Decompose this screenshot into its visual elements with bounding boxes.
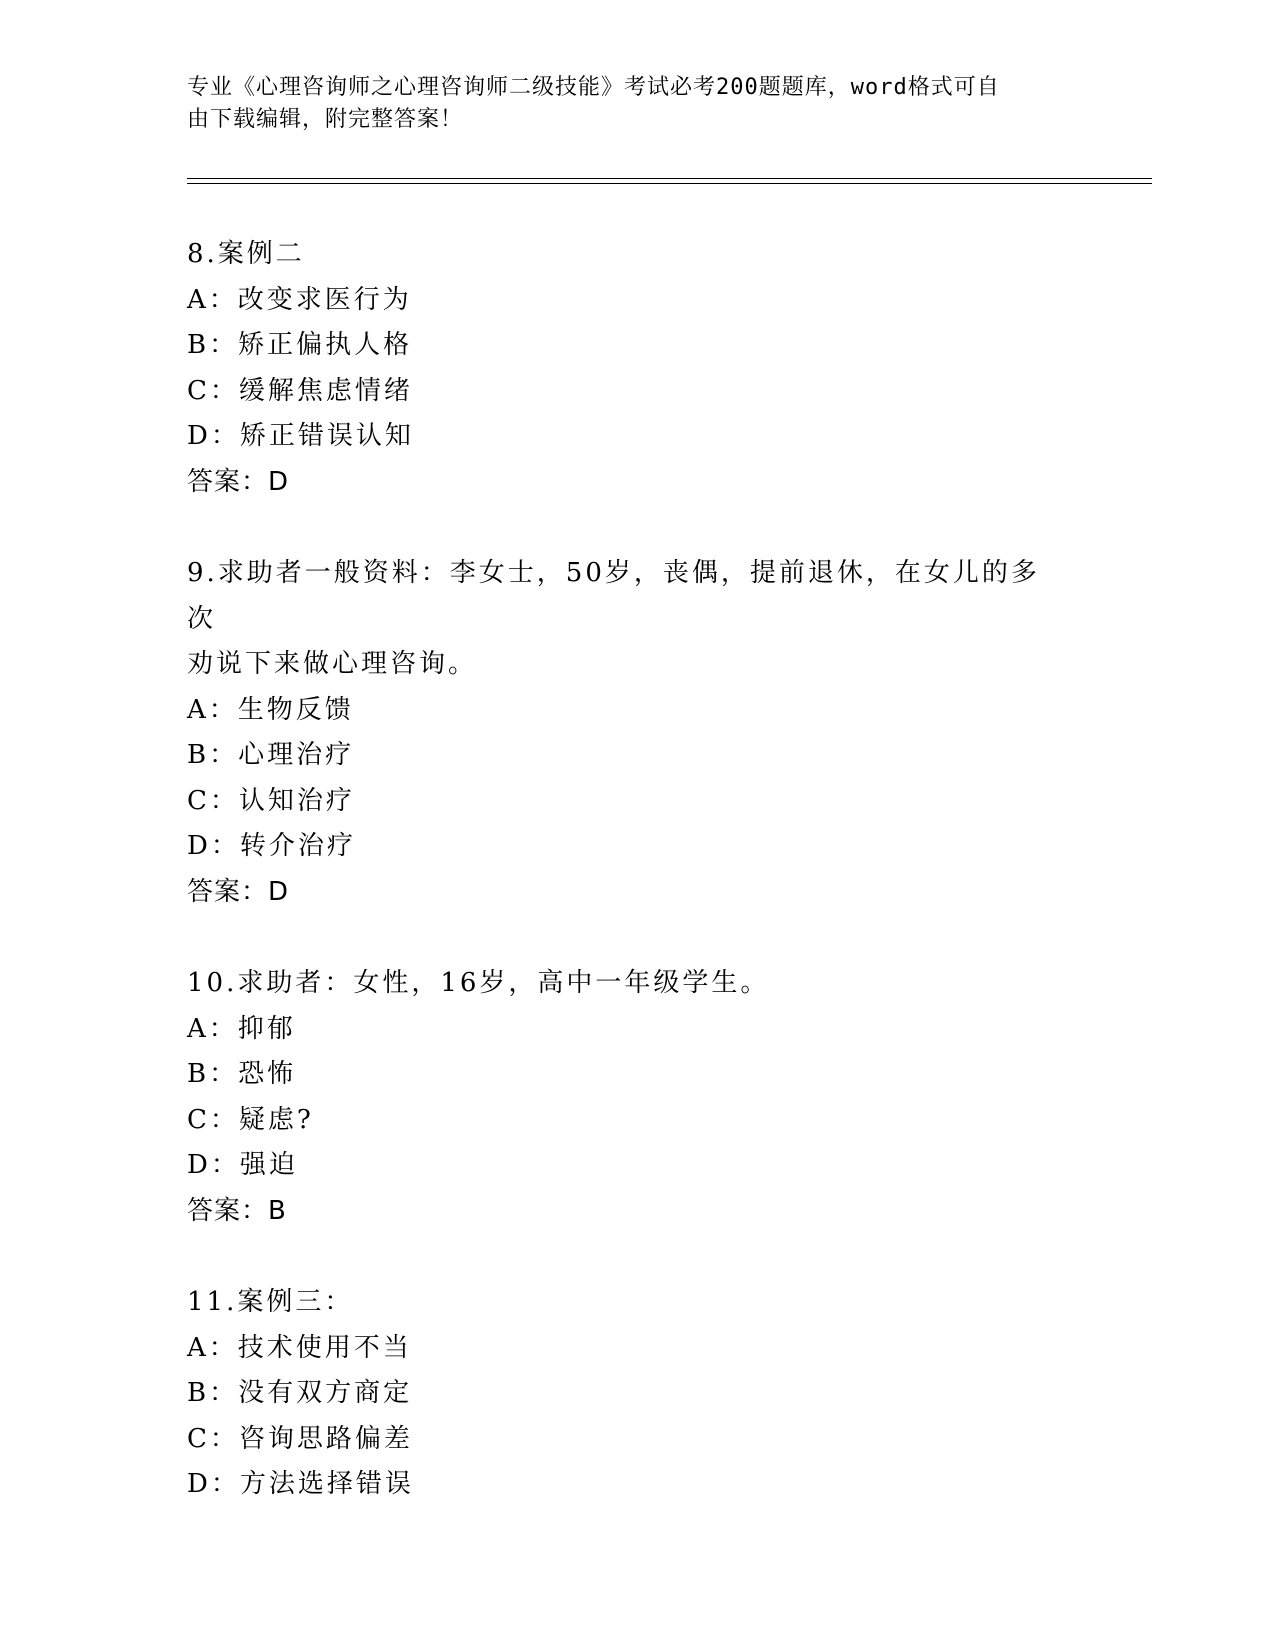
- answer-line: 答案：D: [187, 466, 290, 497]
- question-text: 10.求助者：女性，16岁，高中一年级学生。: [187, 968, 770, 998]
- option-a: A：生物反馈: [187, 694, 354, 725]
- option-b: B：没有双方商定: [187, 1378, 413, 1408]
- option-b: B：心理治疗: [187, 740, 355, 770]
- header-divider-bottom: [187, 183, 1152, 184]
- option-d: D：转介治疗: [187, 831, 356, 861]
- question-list: [187, 232, 1067, 1554]
- question-text-continued: 劝说下来做心理咨询。: [187, 649, 478, 679]
- option-c: C：缓解焦虑情绪: [187, 375, 413, 406]
- option-a: A：改变求医行为: [187, 284, 412, 315]
- option-d: D：方法选择错误: [187, 1469, 414, 1499]
- option-b: B：恐怖: [187, 1059, 297, 1089]
- answer-line: 答案：D: [187, 876, 290, 907]
- header-line-2: 由下载编辑，附完整答案！: [187, 107, 464, 132]
- question-9: [187, 551, 1067, 915]
- question-8: [187, 232, 1067, 505]
- question-text: 9.求助者一般资料：李女士，50岁，丧偶，提前退休，在女儿的多次: [187, 558, 1040, 634]
- option-a: A：抑郁: [187, 1013, 296, 1044]
- document-header: [187, 72, 1067, 136]
- header-line-1: 专业《心理咨询师之心理咨询师二级技能》考试必考200题题库，word格式可自: [187, 75, 1000, 100]
- option-c: C：咨询思路偏差: [187, 1423, 413, 1454]
- question-11: [187, 1280, 1067, 1508]
- question-text: 8.案例二: [187, 239, 305, 269]
- header-divider-top: [187, 178, 1152, 179]
- option-a: A：技术使用不当: [187, 1332, 412, 1363]
- question-text: 11.案例三：: [187, 1287, 354, 1317]
- option-c: C：疑虑?: [187, 1104, 314, 1135]
- option-d: D：强迫: [187, 1150, 298, 1180]
- answer-line: 答案：B: [187, 1195, 287, 1226]
- option-d: D：矫正错误认知: [187, 421, 414, 451]
- option-c: C：认知治疗: [187, 785, 355, 816]
- option-b: B：矫正偏执人格: [187, 330, 413, 360]
- question-10: [187, 961, 1067, 1234]
